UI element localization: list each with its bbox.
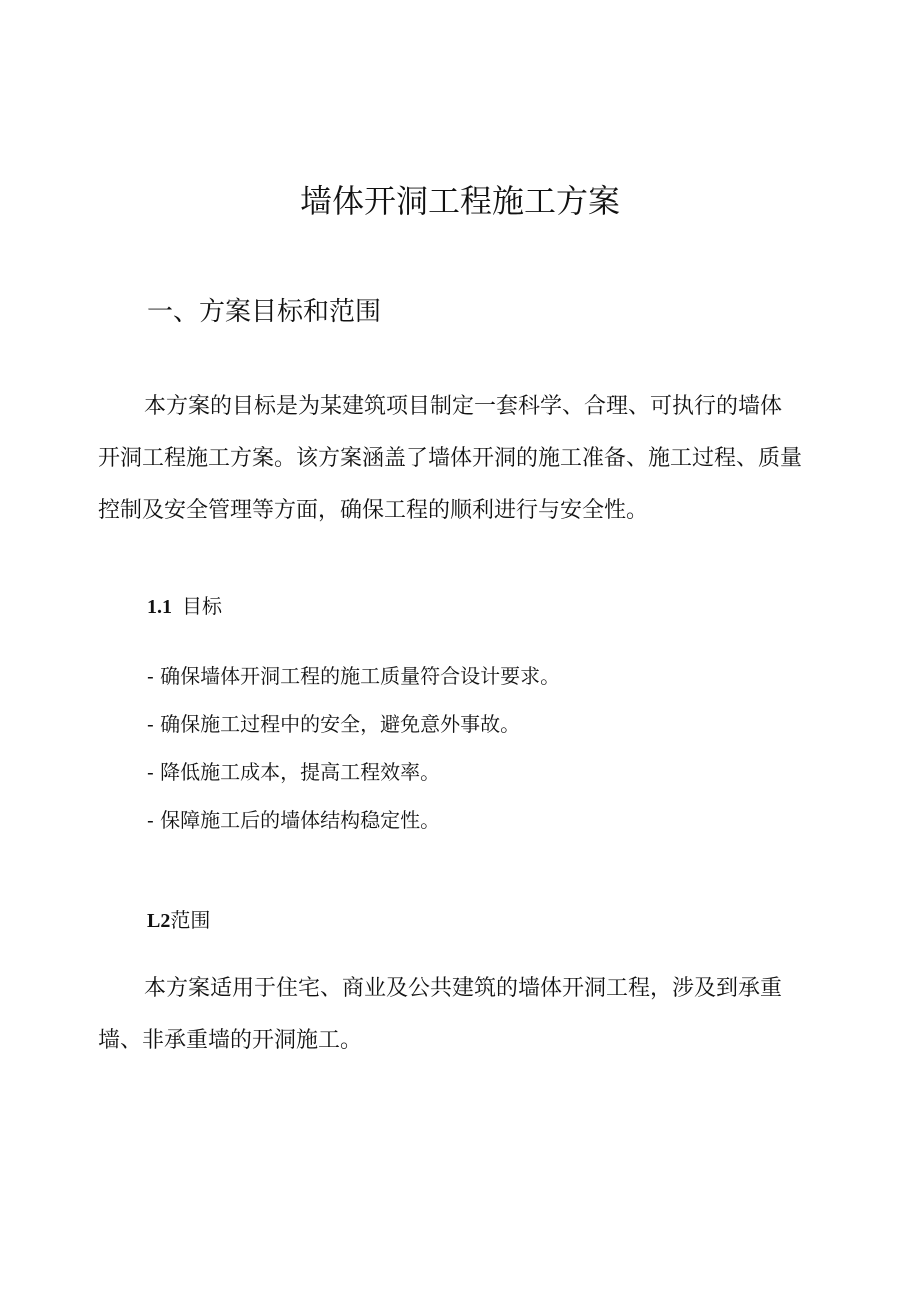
- scope-paragraph: 本方案适用于住宅、商业及公共建筑的墙体开洞工程，涉及到承重墙、非承重墙的开洞施工。: [98, 976, 783, 1053]
- list-item: - 降低施工成本，提高工程效率。: [147, 760, 441, 784]
- list-item: - 确保施工过程中的安全，避免意外事故。: [147, 712, 521, 736]
- list-item: - 保障施工后的墙体结构稳定性。: [147, 808, 441, 832]
- subsection-number: L2: [147, 910, 171, 932]
- goals-list: [147, 652, 560, 844]
- list-item: - 确保墙体开洞工程的施工质量符合设计要求。: [147, 664, 561, 688]
- subsection-number: 1.1: [147, 596, 172, 618]
- intro-paragraph: 本方案的目标是为某建筑项目制定一套科学、合理、可执行的墙体开洞工程施工方案。该方案涵盖了墙体开洞的施工准备、施工过程、质量控制及安全管理等方面，确保工程的顺利进行与安全性。: [98, 394, 803, 523]
- page-title: 墙体开洞工程施工方案: [299, 182, 620, 220]
- section-heading: 一、方案目标和范围: [147, 297, 382, 327]
- subsection-heading-goals: [147, 588, 222, 625]
- subsection-heading-scope: [147, 902, 210, 939]
- subsection-label: 范围: [170, 908, 211, 932]
- subsection-label: 目标: [182, 594, 222, 618]
